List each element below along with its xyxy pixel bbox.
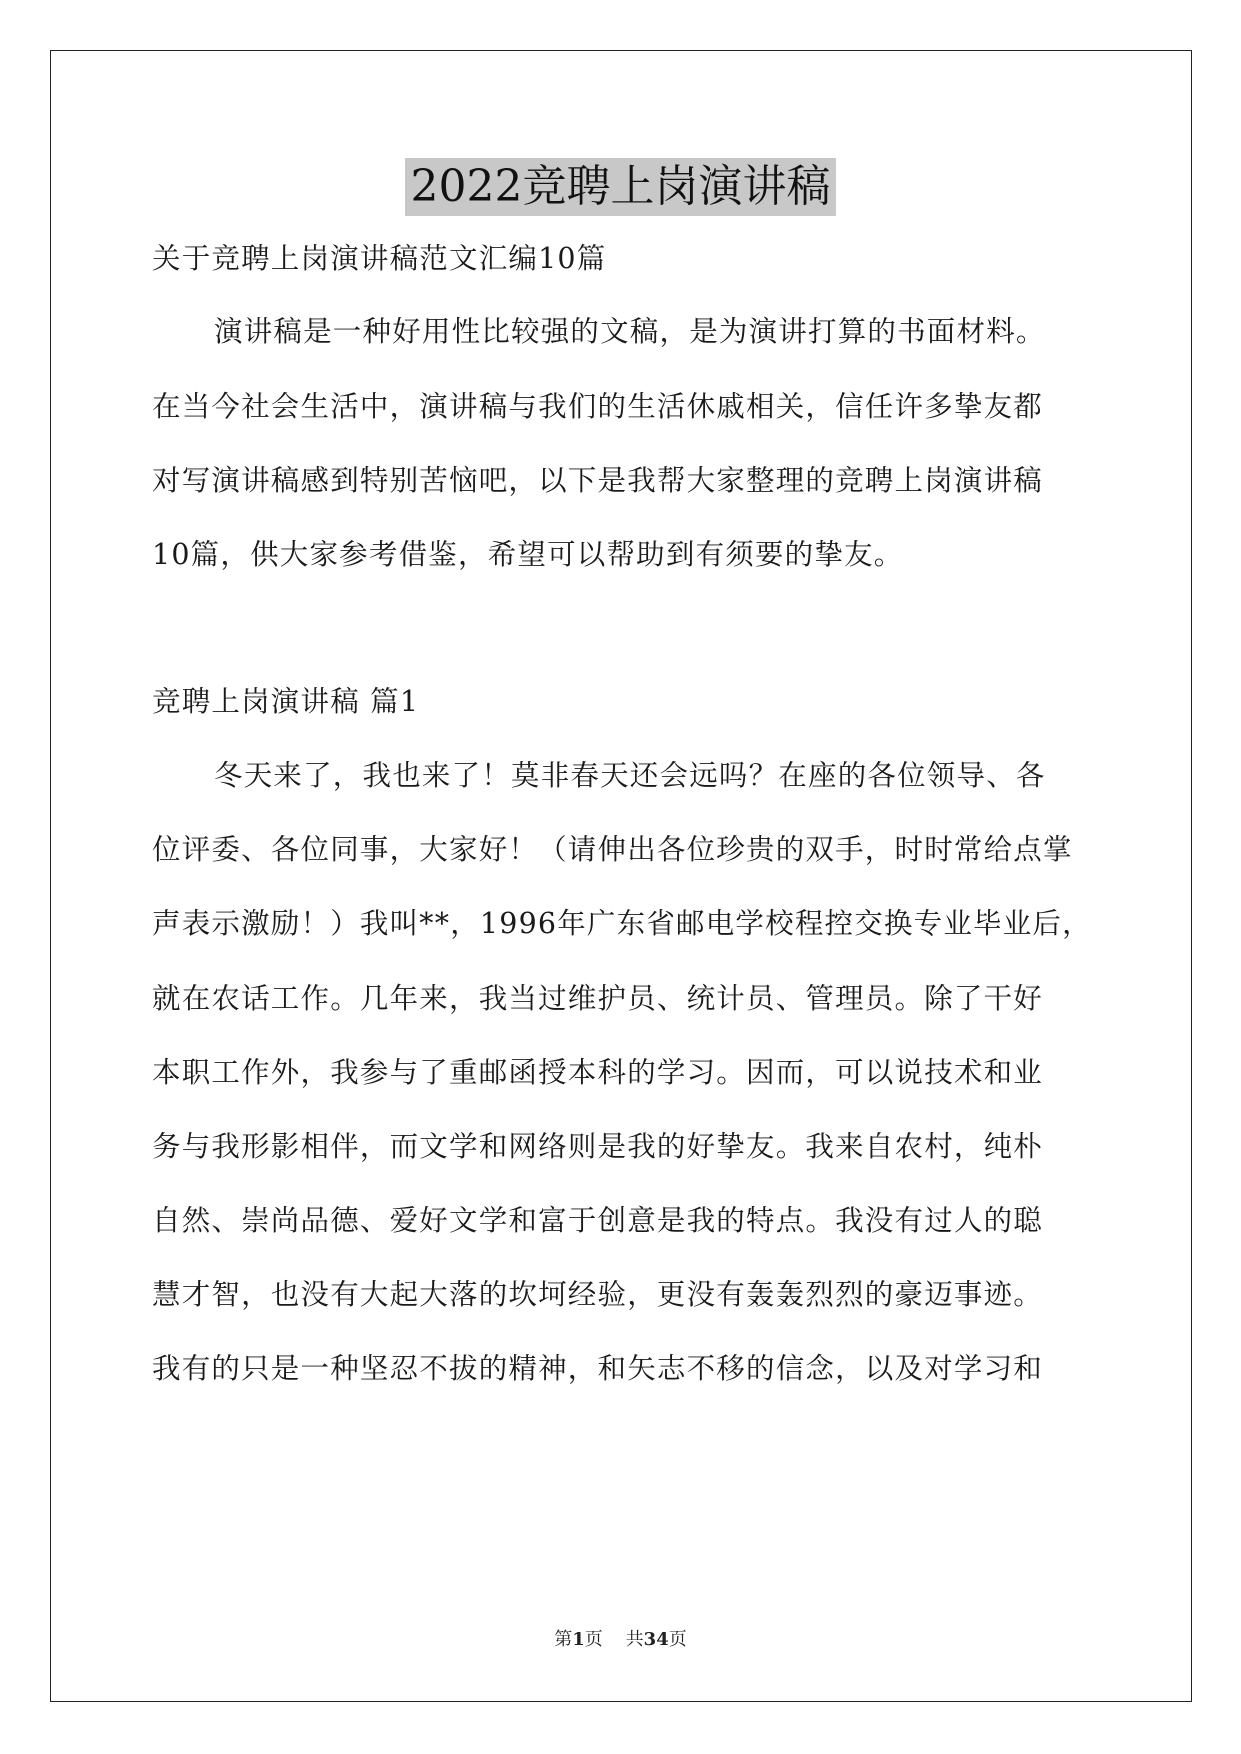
section-heading: 竞聘上岗演讲稿 篇1 xyxy=(152,685,420,718)
page-footer xyxy=(0,1625,1241,1651)
document-subtitle: 关于竞聘上岗演讲稿范文汇编10篇 xyxy=(152,242,607,275)
footer-page-number: 1 xyxy=(572,1629,585,1650)
body-line: 慧才智，也没有大起大落的坎坷经验，更没有轰轰烈烈的豪迈事迹。 xyxy=(152,1278,1044,1311)
intro-line: 演讲稿是一种好用性比较强的文稿，是为演讲打算的书面材料。 xyxy=(214,315,1046,348)
body-line: 自然、崇尚品德、爱好文学和富于创意是我的特点。我没有过人的聪 xyxy=(152,1204,1044,1237)
document-title: 2022竞聘上岗演讲稿 xyxy=(405,158,837,216)
footer-total-pages: 34 xyxy=(643,1629,669,1650)
footer-suffix: 页 xyxy=(668,1629,687,1650)
title-container xyxy=(0,158,1241,216)
intro-line: 在当今社会生活中，演讲稿与我们的生活休戚相关，信任许多挚友都 xyxy=(152,390,1044,423)
body-line: 就在农话工作。几年来，我当过维护员、统计员、管理员。除了干好 xyxy=(152,982,1044,1015)
body-line: 冬天来了，我也来了！莫非春天还会远吗？在座的各位领导、各 xyxy=(214,759,1046,792)
footer-prefix: 第 xyxy=(554,1629,573,1650)
body-line: 声表示激励！）我叫**，1996年广东省邮电学校程控交换专业毕业后， xyxy=(152,907,1092,940)
body-line: 务与我形影相伴，而文学和网络则是我的好挚友。我来自农村，纯朴 xyxy=(152,1130,1044,1163)
intro-line: 对写演讲稿感到特别苦恼吧，以下是我帮大家整理的竞聘上岗演讲稿 xyxy=(152,464,1044,497)
page-border xyxy=(50,50,1192,1702)
intro-line: 10篇，供大家参考借鉴，希望可以帮助到有须要的挚友。 xyxy=(152,538,904,571)
body-line: 位评委、各位同事，大家好！（请伸出各位珍贵的双手，时时常给点掌 xyxy=(152,833,1073,866)
footer-middle: 页 共 xyxy=(584,1629,644,1650)
body-line: 我有的只是一种坚忍不拔的精神，和矢志不移的信念，以及对学习和 xyxy=(152,1352,1044,1385)
body-line: 本职工作外，我参与了重邮函授本科的学习。因而，可以说技术和业 xyxy=(152,1056,1044,1089)
